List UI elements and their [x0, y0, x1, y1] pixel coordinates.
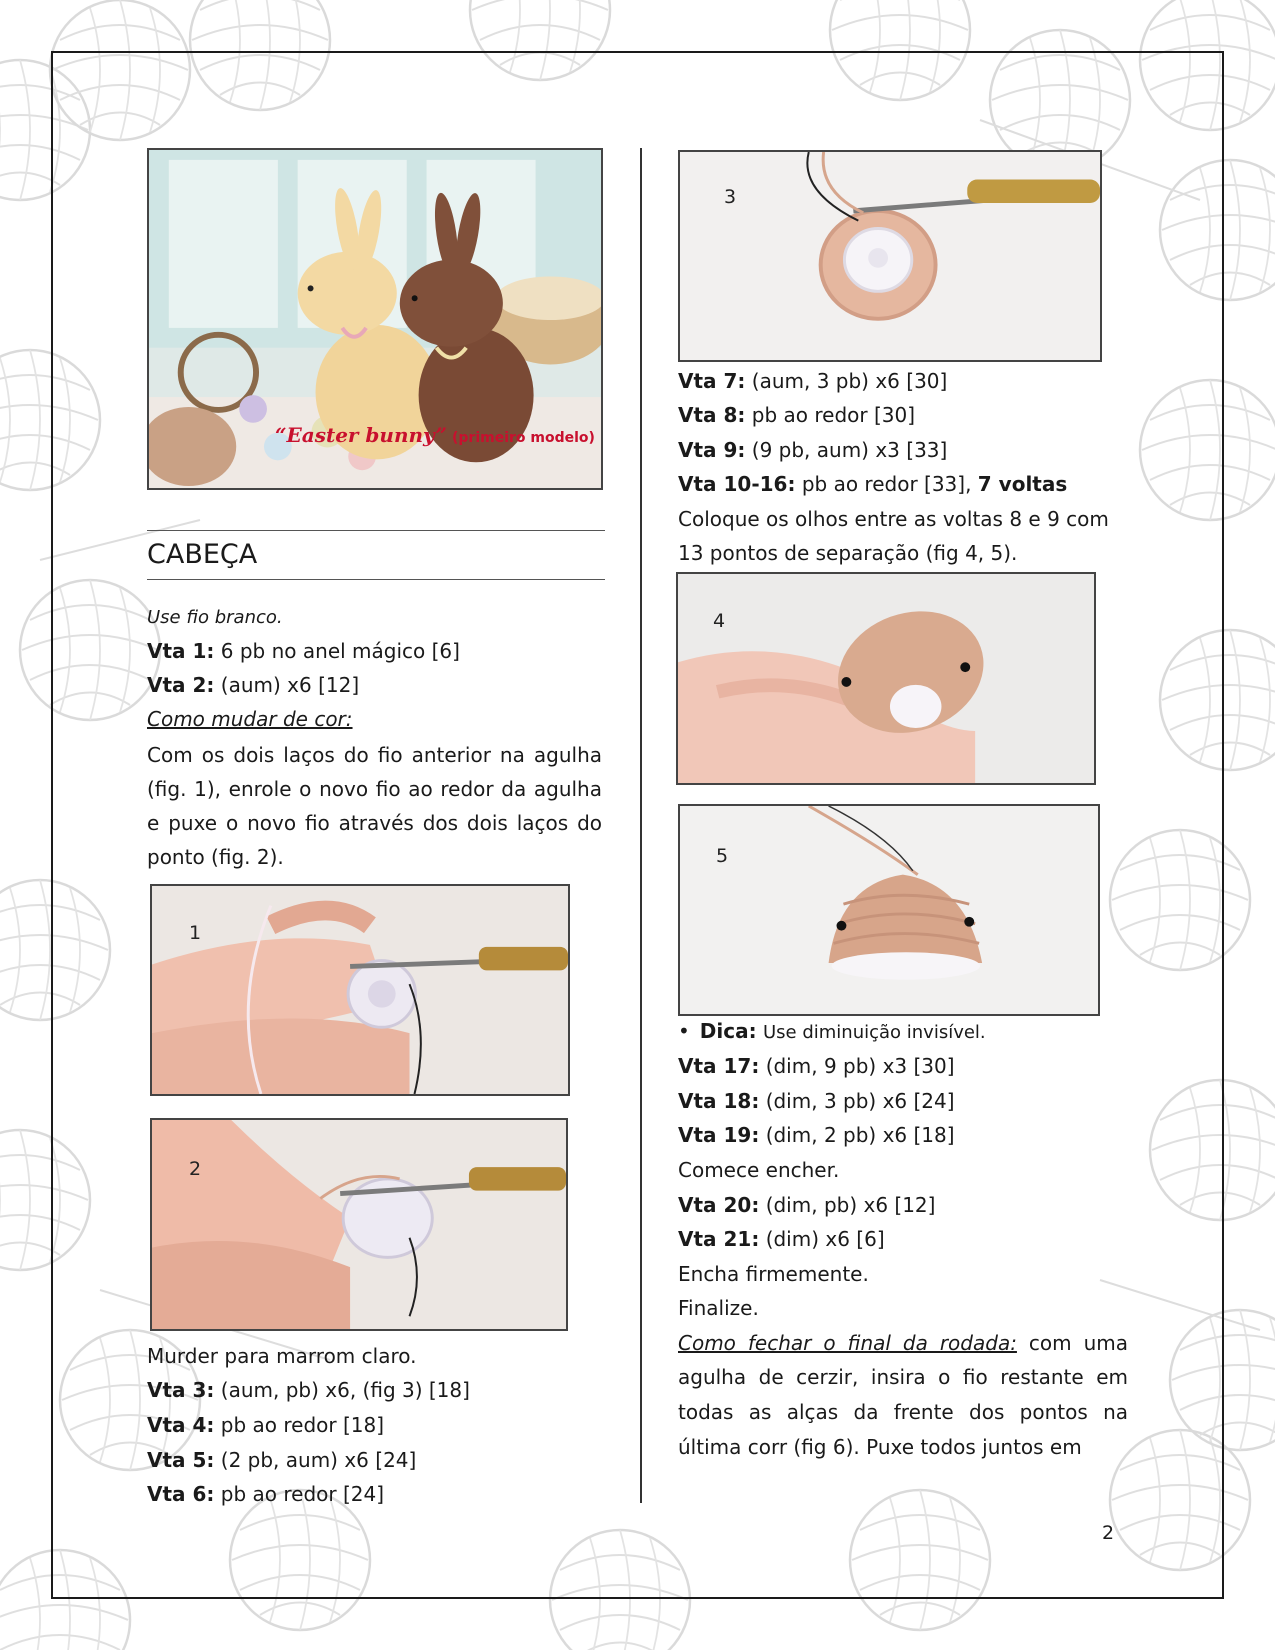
round-text: (aum, pb) x6, (fig 3) [18]: [220, 1378, 470, 1402]
eyes-instruction-line-2: 13 pontos de separação (fig 4, 5).: [678, 541, 1018, 565]
round-1: [147, 634, 460, 668]
column-divider: [640, 148, 642, 1503]
figure-4-photo: [676, 572, 1096, 785]
round-label: Vta 5:: [147, 1448, 215, 1472]
color-change-title: Como mudar de cor:: [147, 707, 353, 731]
stuffing-start-note: Comece encher.: [678, 1158, 840, 1182]
round-label: Vta 9:: [678, 438, 746, 462]
section-title: CABEÇA: [147, 530, 605, 580]
tip-label: Dica:: [699, 1019, 757, 1043]
round-text: pb ao redor [33],: [801, 472, 972, 496]
intro-text: Use fio branco.: [147, 607, 283, 628]
round-text: (9 pb, aum) x3 [33]: [751, 438, 948, 462]
figure-1-label: 1: [189, 922, 202, 944]
round-19: [678, 1118, 955, 1152]
color-change-line-3: e puxe o novo fio através dos dois laços do: [147, 811, 602, 835]
round-text: (aum, 3 pb) x6 [30]: [751, 369, 948, 393]
round-label: Vta 18:: [678, 1089, 760, 1113]
round-text: (dim, pb) x6 [12]: [765, 1193, 936, 1217]
round-6: [147, 1477, 384, 1511]
round-18: [678, 1084, 955, 1118]
figure-3-label: 3: [724, 186, 737, 208]
round-text: pb ao redor [24]: [220, 1482, 385, 1506]
eyes-instruction-line-1: Coloque os olhos entre as voltas 8 e 9 com: [678, 507, 1109, 531]
round-4: [147, 1408, 384, 1442]
finish-note: Finalize.: [678, 1296, 759, 1320]
round-label: Vta 19:: [678, 1123, 760, 1147]
round-label: Vta 21:: [678, 1227, 760, 1251]
round-label: Vta 8:: [678, 403, 746, 427]
round-label: Vta 7:: [678, 369, 746, 393]
round-text: (aum) x6 [12]: [220, 673, 360, 697]
round-label: Vta 4:: [147, 1413, 215, 1437]
round-text: 6 pb no anel mágico [6]: [220, 639, 460, 663]
color-switch-note: Murder para marrom claro.: [147, 1344, 417, 1368]
closing-line-1-rest: com uma: [1016, 1331, 1128, 1355]
closing-line-2: agulha de cerzir, insira o fio restante em: [678, 1365, 1128, 1389]
round-9: [678, 433, 947, 467]
page-number: 2: [1102, 1522, 1115, 1544]
round-text: (dim) x6 [6]: [765, 1227, 885, 1251]
tip-text: Use diminuição invisível.: [762, 1022, 986, 1043]
round-text: pb ao redor [30]: [751, 403, 916, 427]
round-8: [678, 398, 915, 432]
round-label: Vta 17:: [678, 1054, 760, 1078]
closing-line-4: última corr (fig 6). Puxe todos juntos em: [678, 1435, 1082, 1459]
round-3: [147, 1373, 470, 1407]
round-label: Vta 20:: [678, 1193, 760, 1217]
round-label: Vta 2:: [147, 673, 215, 697]
round-count: 7 voltas: [977, 472, 1068, 496]
bullet: •: [678, 1019, 690, 1043]
round-text: (dim, 3 pb) x6 [24]: [765, 1089, 955, 1113]
color-change-line-2: (fig. 1), enrole o novo fio ao redor da agulha: [147, 777, 602, 801]
closing-line-1: [678, 1326, 1128, 1360]
round-20: [678, 1188, 935, 1222]
round-text: (dim, 9 pb) x3 [30]: [765, 1054, 955, 1078]
color-change-line-4: ponto (fig. 2).: [147, 845, 284, 869]
round-17: [678, 1049, 955, 1083]
figure-4-label: 4: [713, 610, 726, 632]
round-label: Vta 6:: [147, 1482, 215, 1506]
round-label: Vta 3:: [147, 1378, 215, 1402]
figure-5-label: 5: [716, 845, 729, 867]
round-10-16: [678, 467, 1067, 501]
caption-subtitle: (primeiro modelo): [452, 430, 595, 446]
round-2: [147, 668, 359, 702]
figure-1-photo: [150, 884, 570, 1096]
round-text: (dim, 2 pb) x6 [18]: [765, 1123, 955, 1147]
closing-line-3: todas as alças da frente dos pontos na: [678, 1400, 1128, 1424]
round-text: (2 pb, aum) x6 [24]: [220, 1448, 417, 1472]
round-label: Vta 1:: [147, 639, 215, 663]
round-text: pb ao redor [18]: [220, 1413, 385, 1437]
figure-2-label: 2: [189, 1158, 202, 1180]
stuff-firmly-note: Encha firmemente.: [678, 1262, 869, 1286]
color-change-line-1: Com os dois laços do fio anterior na agulha: [147, 743, 602, 767]
caption-title: “Easter bunny”: [275, 423, 447, 447]
figure-5-photo: [678, 804, 1100, 1016]
photo-caption: [275, 423, 595, 447]
round-7: [678, 364, 947, 398]
figure-3-photo: [678, 150, 1102, 362]
tip: [678, 1014, 986, 1050]
closing-title: Como fechar o final da rodada:: [678, 1331, 1017, 1355]
round-21: [678, 1222, 885, 1256]
figure-2-photo: [150, 1118, 568, 1331]
round-label: Vta 10-16:: [678, 472, 796, 496]
round-5: [147, 1443, 416, 1477]
